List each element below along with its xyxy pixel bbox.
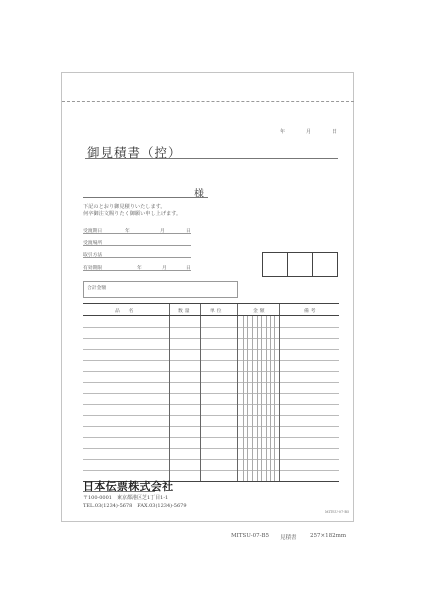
table-row-line (83, 382, 339, 383)
table-row-line (83, 415, 339, 416)
table-row-line (83, 338, 339, 339)
table-header (83, 304, 339, 316)
column-divider (169, 316, 170, 481)
amount-digit-divider (261, 316, 262, 481)
amount-digit-divider (270, 316, 271, 481)
validity-label: 有効期限 (83, 266, 103, 271)
column-divider (237, 316, 238, 481)
validity-month: 月 (162, 266, 167, 271)
delivery-place-line (83, 245, 191, 246)
footer-code: MITSU-07-B5 (231, 533, 270, 539)
table-row-line (83, 448, 339, 449)
amount-digit-divider (243, 316, 244, 481)
validity-year: 年 (137, 266, 142, 271)
footer-name: 見積書 (280, 535, 297, 541)
table-row-line (83, 360, 339, 361)
perforation-line (62, 101, 354, 102)
payment-terms-label: 取引方法 (83, 253, 103, 258)
header-quantity: 数量 (178, 309, 192, 314)
intro-line-1: 下記のとおり御見積りいたします。 (83, 204, 166, 210)
column-divider (169, 304, 170, 315)
amount-digit-divider (274, 316, 275, 481)
issue-year-label: 年 (280, 129, 286, 135)
issue-day-label: 日 (332, 129, 338, 135)
table-body (83, 316, 339, 481)
stamp-box (263, 253, 288, 276)
form-code: MITSU-07-B5 (325, 510, 350, 514)
column-divider (200, 316, 201, 481)
total-amount-box (83, 281, 238, 298)
column-divider (279, 316, 280, 481)
header-remarks: 備考 (304, 309, 318, 314)
company-underline (83, 491, 155, 492)
amount-digit-divider (252, 316, 253, 481)
table-row-line (83, 349, 339, 350)
header-amount: 金額 (253, 309, 267, 314)
recipient-suffix: 様 (194, 189, 204, 200)
table-row-line (83, 371, 339, 372)
document-title: 御見積書（控） (87, 145, 182, 160)
table-row-line (83, 327, 339, 328)
payment-terms-line (83, 257, 191, 258)
validity-line (83, 270, 191, 271)
title-underline (85, 158, 338, 159)
column-divider (279, 304, 280, 315)
delivery-date-month: 月 (160, 229, 165, 234)
stamp-box (313, 253, 337, 276)
delivery-date-year: 年 (125, 229, 130, 234)
footer-size: 257×182mm (310, 533, 347, 539)
amount-digit-divider (266, 316, 267, 481)
delivery-date-day: 日 (186, 229, 191, 234)
stamp-boxes (262, 252, 338, 277)
amount-digit-divider (257, 316, 258, 481)
header-unit: 単位 (210, 309, 224, 314)
amount-digit-divider (247, 316, 248, 481)
delivery-date-label: 受渡期日 (83, 229, 103, 234)
column-divider (237, 304, 238, 315)
intro-line-2: 何卒御注文賜りたく御願い申し上げます。 (83, 211, 182, 217)
delivery-place-label: 受渡場所 (83, 241, 103, 246)
table-row-line (83, 470, 339, 471)
validity-day: 日 (186, 266, 191, 271)
company-address: 〒100-0001 東京都港区芝1丁目1-1 (83, 495, 169, 501)
recipient-line (83, 197, 208, 198)
total-amount-label: 合計金額 (87, 286, 107, 291)
column-divider (200, 304, 201, 315)
items-table (83, 303, 339, 482)
table-row-line (83, 437, 339, 438)
table-row-line (83, 393, 339, 394)
delivery-date-line (83, 233, 191, 234)
company-name: 日本伝票株式会社 (83, 480, 174, 493)
table-row-line (83, 404, 339, 405)
stamp-box (288, 253, 313, 276)
issue-month-label: 月 (306, 129, 312, 135)
table-row-line (83, 459, 339, 460)
table-row-line (83, 426, 339, 427)
header-item-name: 品 名 (115, 309, 136, 314)
company-contact: TEL.03(1234)-5678 FAX.03(1234)-5679 (83, 503, 187, 509)
